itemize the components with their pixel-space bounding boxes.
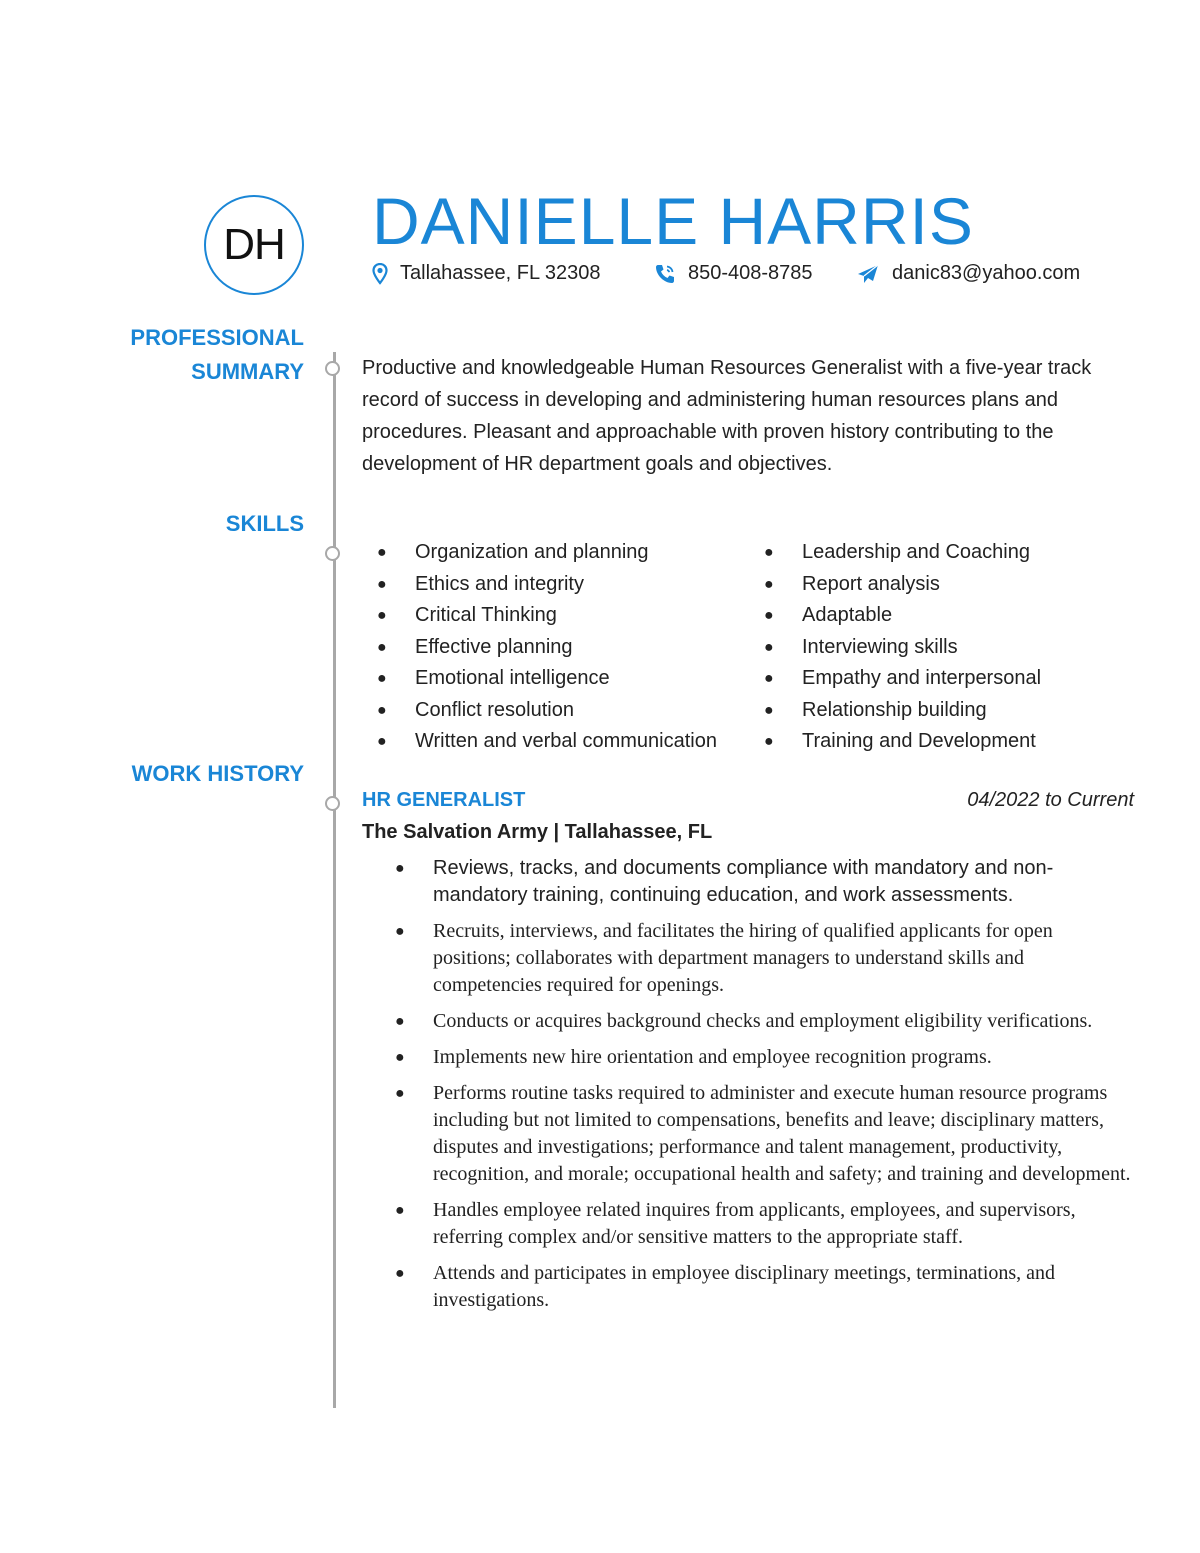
- candidate-name: DANIELLE HARRIS: [372, 184, 974, 258]
- list-item: ● Implements new hire orientation and employee recognition programs.: [395, 1046, 992, 1068]
- list-item: ● Report analysis: [764, 572, 940, 595]
- timeline-dot-work: [325, 796, 340, 811]
- job-employer: The Salvation Army | Tallahassee, FL: [362, 821, 713, 843]
- timeline-dot-skills: [325, 546, 340, 561]
- professional-summary-text: Productive and knowledgeable Human Resources Generalist with a five-year track record of success in developing and administering human resources plans and procedures. Pleasant and approachable with proven history contributing to the development of HR department goals and objectives.: [362, 357, 1092, 475]
- list-item: ● Training and Development: [764, 730, 1036, 752]
- initials-monogram: DH: [204, 195, 304, 295]
- list-item: ● Effective planning: [377, 635, 573, 658]
- list-item: ● Interviewing skills: [764, 635, 958, 658]
- list-item: ● Ethics and integrity: [377, 572, 584, 595]
- list-item: ● Reviews, tracks, and documents compliance with mandatory and non-mandatory training, continuing education, and work assessments.: [395, 857, 1054, 906]
- job-title: HR GENERALIST: [362, 789, 526, 811]
- list-item: ● Emotional intelligence: [377, 667, 610, 689]
- timeline-line: [333, 352, 336, 1408]
- phone-text[interactable]: 850-408-8785: [688, 262, 813, 284]
- skills-heading: SKILLS: [225, 511, 304, 536]
- skills-list-left: [377, 537, 717, 758]
- list-item: ● Empathy and interpersonal: [764, 667, 1042, 689]
- list-item: ● Relationship building: [764, 698, 987, 721]
- list-item: ● Conducts or acquires background checks and employment eligibility verifications.: [395, 1010, 1093, 1032]
- list-item: ● Attends and participates in employee disciplinary meetings, terminations, and investigations.: [395, 1262, 1056, 1311]
- phone-icon: [654, 263, 676, 285]
- job-dates: 04/2022 to Current: [967, 789, 1134, 811]
- list-item: ● Recruits, interviews, and facilitates the hiring of qualified applicants for open positions; collaborates with department managers to understand skills and competencies required for openings.: [395, 920, 1053, 996]
- skills-list-right: [764, 537, 1042, 758]
- location-text: Tallahassee, FL 32308: [400, 262, 601, 284]
- list-item: ● Organization and planning: [377, 541, 649, 563]
- contact-phone: [654, 262, 813, 285]
- summary-heading-line2: SUMMARY: [191, 359, 304, 384]
- job-duties-list: [395, 855, 1133, 1323]
- contact-location: [372, 262, 601, 285]
- email-link[interactable]: danic83@yahoo.com: [892, 262, 1081, 284]
- timeline-dot-summary: [325, 361, 340, 376]
- work-history-heading: WORK HISTORY: [131, 761, 304, 786]
- summary-heading-line1: PROFESSIONAL: [130, 325, 304, 350]
- list-item: ● Written and verbal communication: [377, 730, 717, 752]
- location-pin-icon: [372, 263, 388, 285]
- list-item: ● Handles employee related inquires from applicants, employees, and supervisors, referring complex and/or sensitive matters to the appropriate staff.: [395, 1199, 1076, 1248]
- list-item: ● Conflict resolution: [377, 698, 574, 721]
- list-item: ● Leadership and Coaching: [764, 541, 1030, 563]
- paper-plane-icon: [856, 264, 880, 284]
- list-item: ● Performs routine tasks required to administer and execute human resource programs including but not limited to compensations, benefits and leave; disciplinary matters, disputes and investigations; performance and talent management, productivity, recognition, and morale; occupational health and safety; and training and development.: [395, 1082, 1131, 1185]
- contact-email: [856, 262, 1080, 285]
- summary-heading: [0, 321, 304, 389]
- list-item: ● Adaptable: [764, 604, 893, 626]
- list-item: ● Critical Thinking: [377, 604, 557, 626]
